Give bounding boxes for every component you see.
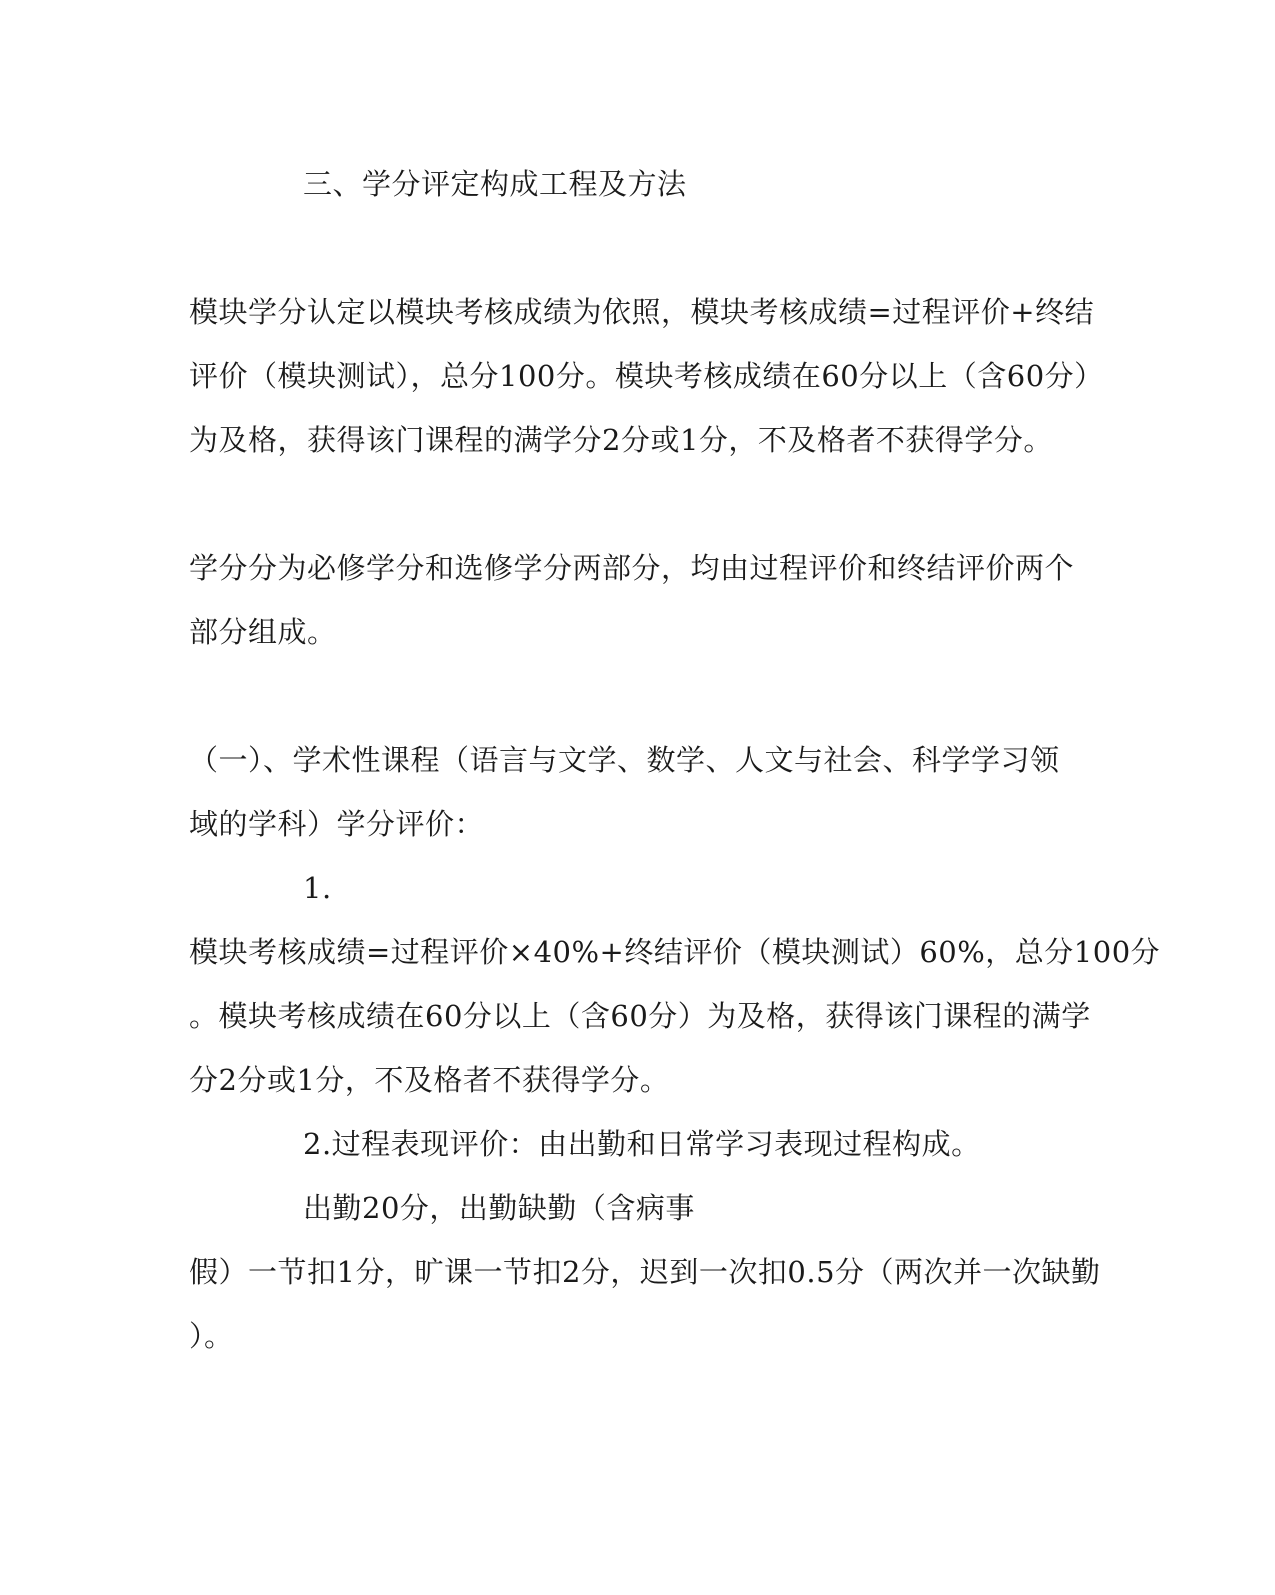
- section1-line-2: 域的学科）学分评价：: [189, 807, 485, 841]
- item1-number: 1.: [303, 871, 332, 905]
- paragraph2-line-1: 学分分为必修学分和选修学分两部分，均由过程评价和终结评价两个: [189, 551, 1075, 585]
- attendance-line-2: 假）一节扣1分，旷课一节扣2分，迟到一次扣0.5分（两次并一次缺勤: [189, 1255, 1101, 1289]
- item1-line-1: 模块考核成绩=过程评价×40%+终结评价（模块测试）60%，总分100分: [189, 935, 1161, 969]
- attendance-line-3: ）。: [189, 1319, 234, 1353]
- item1-line-3: 分2分或1分，不及格者不获得学分。: [189, 1063, 670, 1097]
- paragraph1-line-3: 为及格，获得该门课程的满学分2分或1分，不及格者不获得学分。: [189, 423, 1053, 457]
- paragraph1-line-1: 模块学分认定以模块考核成绩为依照，模块考核成绩=过程评价+终结: [189, 295, 1095, 329]
- section1-line-1: （一）、学术性课程（语言与文学、数学、人文与社会、科学学习领: [189, 743, 1060, 777]
- item2-line: 2.过程表现评价：由出勤和日常学习表现过程构成。: [303, 1127, 981, 1161]
- section-heading: 三、学分评定构成工程及方法: [303, 167, 687, 201]
- item1-line-2: 。模块考核成绩在60分以上（含60分）为及格，获得该门课程的满学: [189, 999, 1091, 1033]
- paragraph2-line-2: 部分组成。: [189, 615, 337, 649]
- attendance-line-1: 出勤20分，出勤缺勤（含病事: [303, 1191, 695, 1225]
- paragraph1-line-2: 评价（模块测试），总分100分。模块考核成绩在60分以上（含60分）: [189, 359, 1104, 393]
